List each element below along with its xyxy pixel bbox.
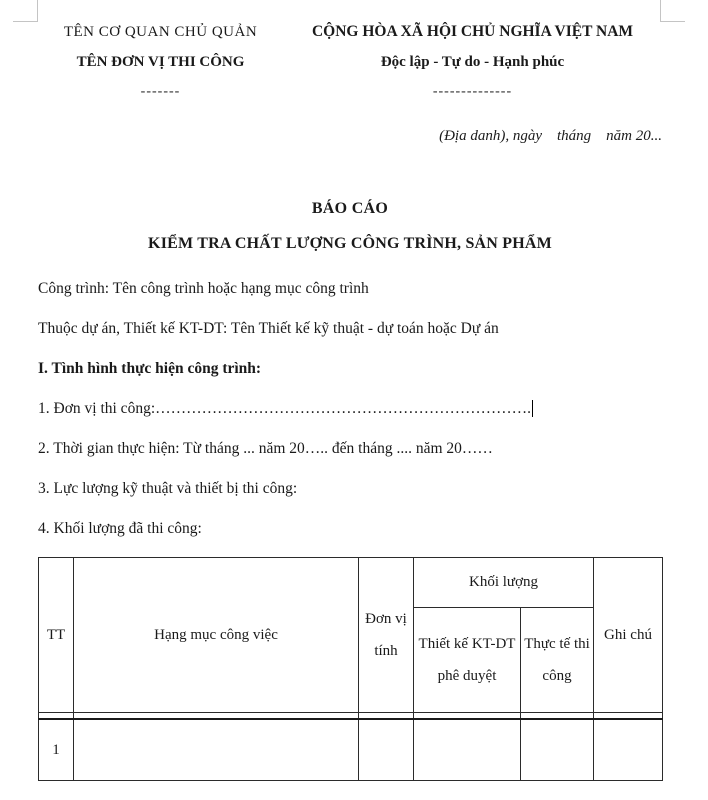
report-subtitle: KIỂM TRA CHẤT LƯỢNG CÔNG TRÌNH, SẢN PHẨM <box>148 235 552 252</box>
place-date-line: (Địa danh), ngày tháng năm 20... <box>439 128 662 144</box>
cell-ghi-chu[interactable] <box>594 719 663 781</box>
cell-thuc-te[interactable] <box>521 719 594 781</box>
duration-line: 2. Thời gian thực hiện: Từ tháng ... năm 20….. đến tháng .... năm 20…… <box>38 440 493 457</box>
report-title: BÁO CÁO <box>311 200 389 217</box>
text-cursor <box>532 400 533 417</box>
motto: Độc lập - Tự do - Hạnh phúc <box>380 54 565 70</box>
table-header-tt: TT <box>39 558 74 713</box>
unit-name: TÊN ĐƠN VỊ THI CÔNG <box>76 54 245 70</box>
table-header-ghi-chu: Ghi chú <box>594 558 663 713</box>
table-header-don-vi: Đơn vị tính <box>359 558 414 713</box>
table-header-thiet-ke: Thiết kế KT-DT phê duyệt <box>414 608 521 713</box>
volume-line: 4. Khối lượng đã thi công: <box>38 520 202 537</box>
table-header-hang-muc: Hạng mục công việc <box>74 558 359 713</box>
agency-name: TÊN CƠ QUAN CHỦ QUẢN <box>63 24 258 40</box>
table-header-khoi-luong: Khối lượng <box>414 558 594 608</box>
table-row <box>39 719 663 781</box>
table-header-thuc-te: Thực tế thi công <box>521 608 594 713</box>
contractor-fill-in-line[interactable] <box>38 397 662 420</box>
project-line: Công trình: Tên công trình hoặc hạng mục công trình <box>38 280 369 297</box>
national-motto-block <box>283 22 662 99</box>
margin-mark-topleft-horizontal <box>13 21 38 22</box>
margin-mark-topright-horizontal <box>660 21 685 22</box>
report-body <box>38 277 662 540</box>
agency-divider: ------- <box>140 84 181 99</box>
motto-divider: -------------- <box>432 84 513 99</box>
cell-tt[interactable]: 1 <box>39 719 74 781</box>
contractor-fill-in-text: 1. Đơn vị thi công:………………………………………………………………. <box>38 400 531 417</box>
margin-mark-topright-vertical <box>660 0 661 21</box>
section-1-heading: I. Tình hình thực hiện công trình: <box>38 360 262 377</box>
cell-thiet-ke[interactable] <box>414 719 521 781</box>
issuing-agency-block <box>38 22 283 99</box>
country-title: CỘNG HÒA XÃ HỘI CHỦ NGHĨA VIỆT NAM <box>311 23 634 40</box>
workforce-line: 3. Lực lượng kỹ thuật và thiết bị thi công: <box>38 480 298 497</box>
cell-hang-muc[interactable] <box>74 719 359 781</box>
cell-don-vi[interactable] <box>359 719 414 781</box>
table-header-row-1 <box>39 558 663 608</box>
design-line: Thuộc dự án, Thiết kế KT-DT: Tên Thiết kế kỹ thuật - dự toán hoặc Dự án <box>38 320 499 337</box>
quantity-table <box>38 557 663 781</box>
margin-mark-topleft-vertical <box>37 0 38 21</box>
document-header <box>38 22 662 99</box>
